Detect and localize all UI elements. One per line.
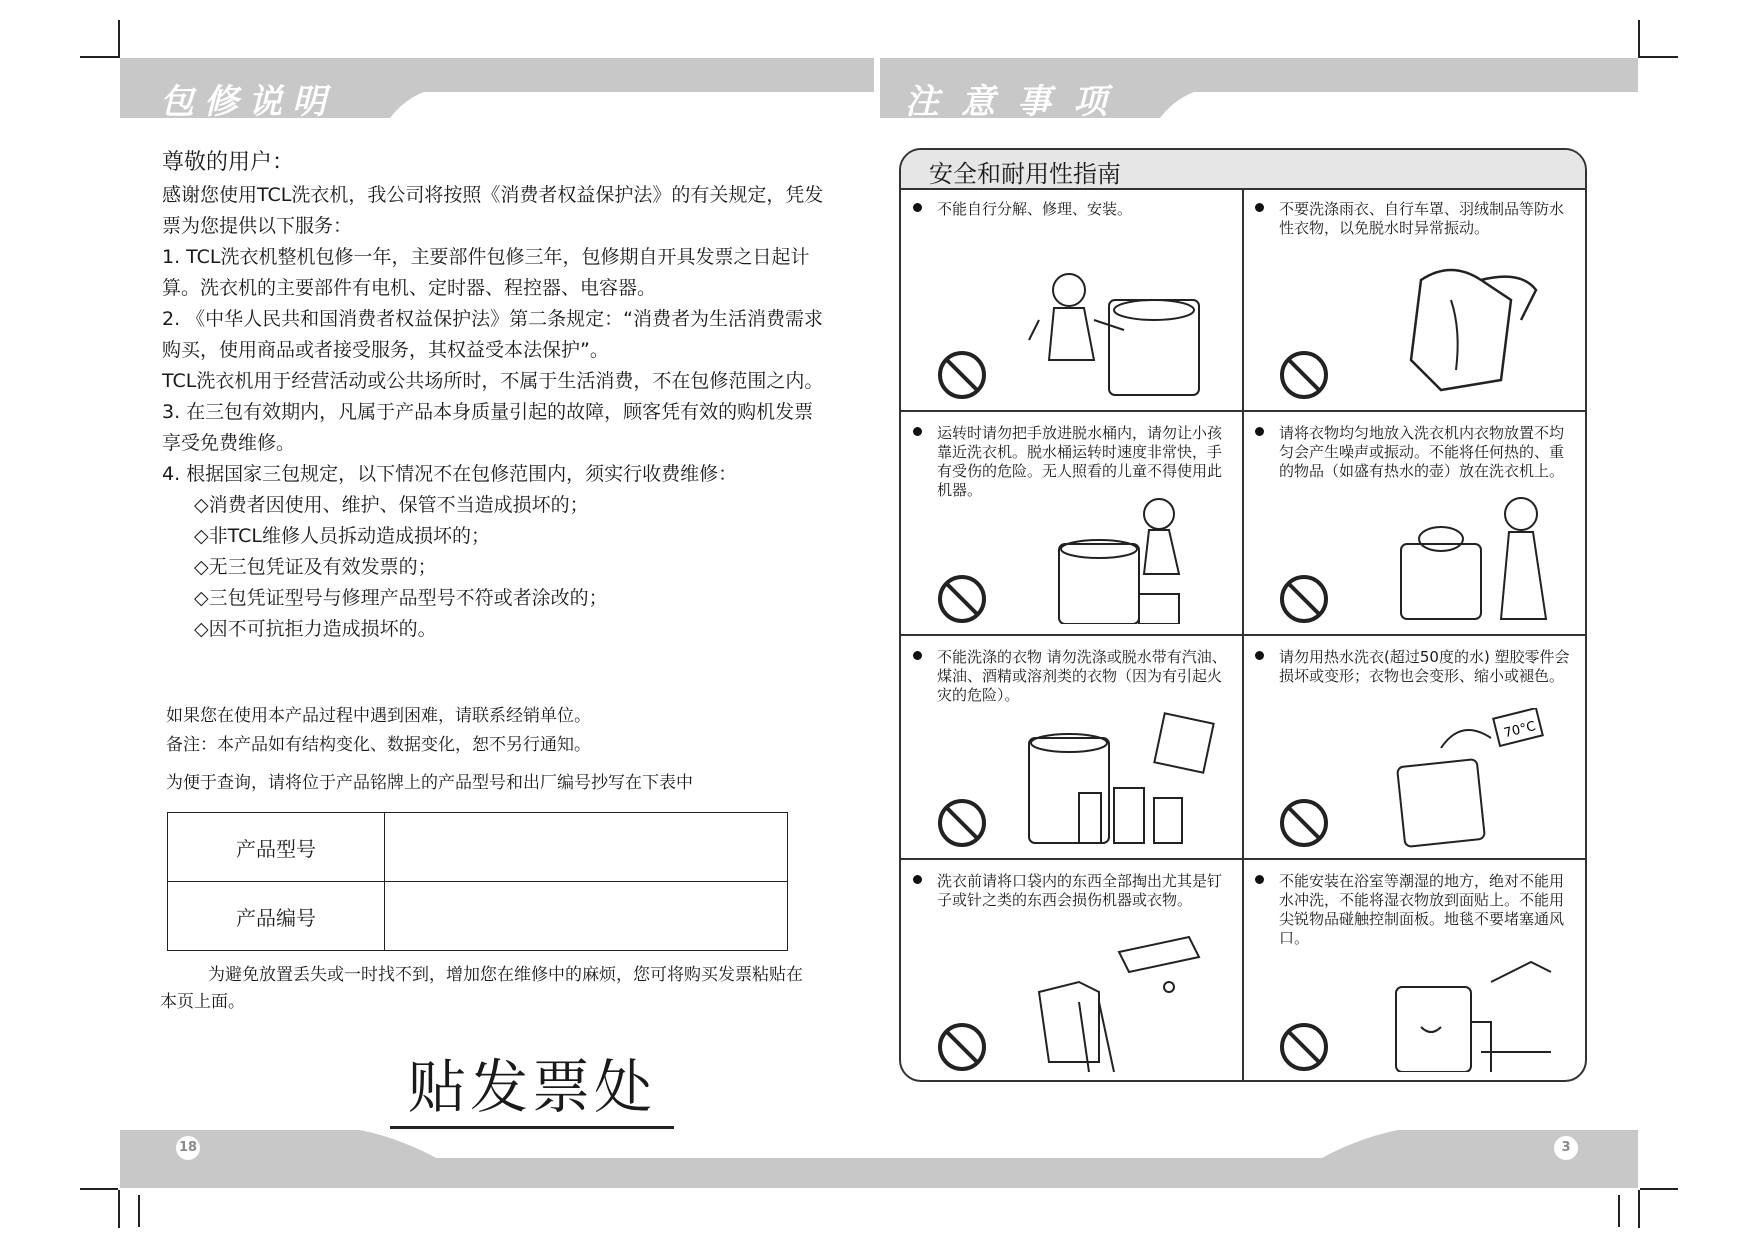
- guide-text: 请将衣物均匀地放入洗衣机内衣物放置不均匀会产生噪声或振动。不能将任何热的、重的物品（如盛有热水的壶）放在洗衣机上。: [1279, 424, 1565, 480]
- bullet-icon: [1255, 203, 1264, 212]
- guide-cell: [901, 190, 1241, 412]
- crop-mark: [80, 56, 118, 58]
- condition-item: ◇消费者因使用、维护、保管不当造成损坏的；: [194, 494, 589, 516]
- right-page-number: 3: [1554, 1136, 1578, 1160]
- warranty-term-1: 1. TCL洗衣机整机包修一年，主要部件包修三年，包修期自开具发票之日起计算。洗衣机的主要部件有电机、定时器、程控器、电容器。: [162, 246, 810, 299]
- prohibited-icon: [937, 574, 987, 624]
- bullet-icon: [1255, 875, 1264, 884]
- guide-cell: [901, 862, 1241, 1082]
- guide-header: [901, 150, 1585, 190]
- condition-item: ◇三包凭证型号与修理产品型号不符或者涂改的；: [194, 587, 608, 609]
- footer-band: [120, 1158, 1638, 1188]
- prohibited-icon: [937, 350, 987, 400]
- serial-label: 产品编号: [168, 882, 385, 951]
- guide-text: 不能洗涤的衣物 请勿洗涤或脱水带有汽油、煤油、酒精或溶剂类的衣物（因为有引起火灾的危险）。: [937, 648, 1227, 704]
- crop-mark: [1618, 1195, 1620, 1227]
- model-label: 产品型号: [168, 813, 385, 882]
- intro-paragraph: 感谢您使用TCL洗衣机，我公司将按照《消费者权益保护法》的有关规定，凭发票为您提供以下服务：: [162, 184, 824, 237]
- bullet-icon: [1255, 651, 1264, 660]
- guide-cell: [1243, 414, 1583, 636]
- prohibited-icon: [937, 1022, 987, 1072]
- bullet-icon: [913, 651, 922, 660]
- crop-mark: [80, 1188, 118, 1190]
- raincoat-icon: [1361, 260, 1561, 400]
- prohibited-icon: [1279, 350, 1329, 400]
- solvent-bottles-icon: [1019, 708, 1219, 848]
- condition-item: ◇因不可抗拒力造成损坏的。: [194, 618, 437, 640]
- table-row: [168, 882, 788, 951]
- bullet-icon: [913, 875, 922, 884]
- pocket-items-icon: [1019, 932, 1219, 1072]
- remark: 备注：本产品如有结构变化、数据变化，恕不另行通知。: [166, 735, 591, 755]
- condition-item: ◇非TCL维修人员拆动造成损坏的；: [194, 525, 490, 547]
- prohibited-icon: [937, 798, 987, 848]
- warranty-content: [162, 146, 832, 645]
- guide-text: 运转时请勿把手放进脱水桶内，请勿让小孩靠近洗衣机。脱水桶运转时速度非常快，手有受伤的危险。无人照看的儿童不得使用此机器。: [937, 424, 1223, 499]
- model-value-field[interactable]: [385, 813, 788, 882]
- crop-mark: [118, 20, 120, 58]
- serial-value-field[interactable]: [385, 882, 788, 951]
- warranty-term-4: 4. 根据国家三包规定，以下情况不在包修范围内，须实行收费维修：: [162, 463, 738, 485]
- guide-text: 请勿用热水洗衣(超过50度的水) 塑胶零件会损坏或变形；衣物也会变形、缩小或褪色。: [1279, 648, 1570, 685]
- contact-note: 如果您在使用本产品过程中遇到困难，请联系经销单位。: [166, 706, 591, 726]
- guide-cell: [901, 638, 1241, 860]
- guide-cell: [1243, 190, 1583, 412]
- kettle-on-washer-icon: [1361, 484, 1561, 624]
- invoice-note: 为避免放置丢失或一时找不到，增加您在维修中的麻烦，您可将购买发票粘贴在本页上面。: [160, 965, 803, 1012]
- warranty-term-2: 2. 《中华人民共和国消费者权益保护法》第二条规定：“消费者为生活消费需求购买，使用商品或者接受服务，其权益受本法保护”。: [162, 308, 824, 361]
- temperature-tag: 70°C: [1502, 718, 1538, 742]
- product-info-table: [167, 812, 788, 951]
- bullet-icon: [913, 427, 922, 436]
- crop-mark: [138, 1195, 140, 1227]
- warranty-term-2-note: TCL洗衣机用于经营活动或公共场所时，不属于生活消费，不在包修范围之内。: [162, 370, 824, 392]
- prohibited-icon: [1279, 798, 1329, 848]
- record-note: 为便于查询，请将位于产品铭牌上的产品型号和出厂编号抄写在下表中: [166, 773, 693, 793]
- prohibited-icon: [1279, 574, 1329, 624]
- left-band-title: 包修说明: [160, 82, 336, 122]
- prohibited-icon: [1279, 1022, 1329, 1072]
- crop-mark: [1640, 1188, 1678, 1190]
- left-footer-tab: [120, 1130, 440, 1160]
- left-page-number: 18: [176, 1136, 200, 1160]
- guide-cell: [1243, 638, 1583, 860]
- guide-cell: [1243, 862, 1583, 1082]
- right-band-title: 注意事项: [905, 82, 1129, 122]
- right-footer-tab: [1318, 1130, 1638, 1160]
- hot-water-icon: [1361, 708, 1561, 848]
- crop-mark: [1640, 56, 1678, 58]
- guide-text: 洗衣前请将口袋内的东西全部掏出尤其是钉子或针之类的东西会损伤机器或衣物。: [937, 872, 1223, 909]
- guide-cell: [901, 414, 1241, 636]
- child-on-washer-icon: [1019, 484, 1219, 624]
- crop-mark: [1638, 1190, 1640, 1228]
- bullet-icon: [1255, 427, 1264, 436]
- guide-title: 安全和耐用性指南: [929, 160, 1121, 188]
- crop-mark: [118, 1190, 120, 1228]
- guide-text: 不要洗涤雨衣、自行车罩、羽绒制品等防水性衣物，以免脱水时异常振动。: [1279, 200, 1565, 237]
- crop-mark: [1638, 20, 1640, 58]
- table-row: [168, 813, 788, 882]
- water-spray-icon: [1361, 932, 1561, 1072]
- guide-text: 不能自行分解、修理、安装。: [937, 200, 1133, 218]
- condition-item: ◇无三包凭证及有效发票的；: [194, 556, 437, 578]
- greeting: 尊敬的用户：: [162, 150, 295, 175]
- repair-person-icon: [1019, 260, 1219, 400]
- bullet-icon: [913, 203, 922, 212]
- guide-text: 不能安装在浴室等潮湿的地方，绝对不能用水冲洗，不能将湿衣物放到面贴上。不能用尖锐物品碰触控制面板。地毯不要堵塞通风口。: [1279, 872, 1565, 947]
- warranty-term-3: 3. 在三包有效期内，凡属于产品本身质量引起的故障，顾客凭有效的购机发票享受免费维修。: [162, 401, 814, 454]
- safety-guide-box: [899, 148, 1587, 1082]
- invoice-label: 贴发票处: [390, 1040, 674, 1129]
